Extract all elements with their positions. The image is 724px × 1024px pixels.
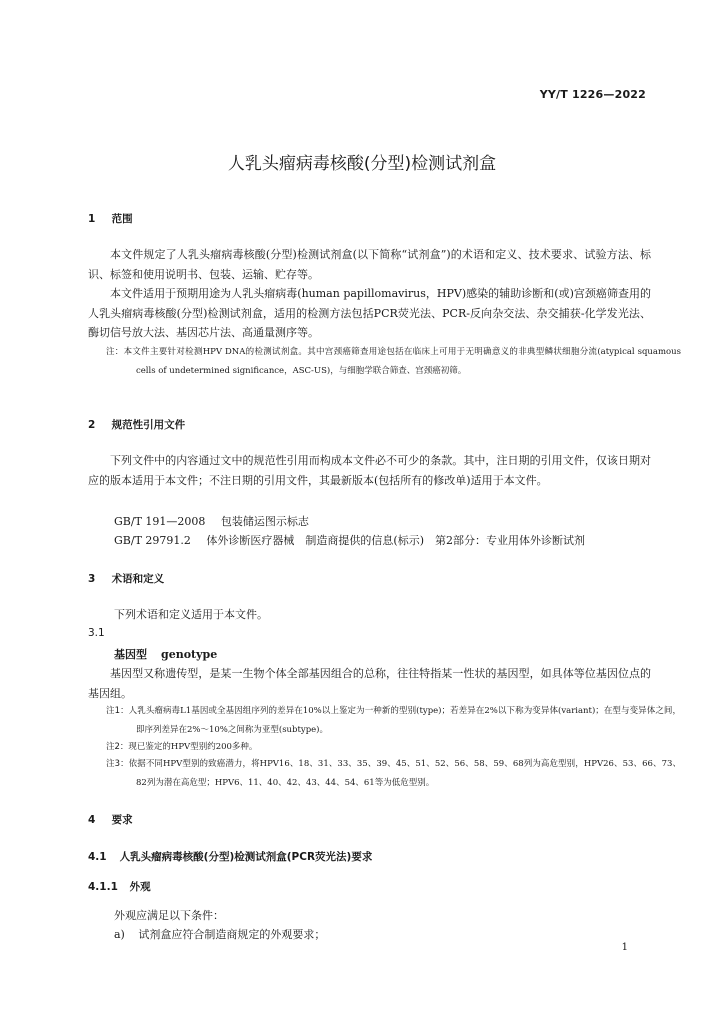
note-label: 注：	[106, 347, 124, 357]
subsection-title: 人乳头瘤病毒核酸(分型)检测试剂盒(PCR荧光法)要求	[119, 851, 373, 863]
subsection-4-1-1-heading	[88, 879, 151, 894]
note-label: 注2：	[106, 742, 129, 752]
term-english: genotype	[161, 648, 218, 661]
note-text: 现已鉴定的HPV型别约200多种。	[128, 742, 258, 752]
note-text: 依据不同HPV型别的致癌潜力，将HPV16、18、31、33、35、39、45、51、52、56、58、59、68列为高危型别，HPV26、53、66、73、82列为潜在高危型；HPV6、11、40、42、43、44、54、61等为低危型别。	[128, 759, 681, 788]
document-title: 人乳头瘤病毒核酸(分型)检测试剂盒	[227, 154, 497, 174]
standard-number: YY/T 1226—2022	[539, 88, 646, 101]
section-number: 2	[88, 419, 96, 431]
list-marker: a)	[114, 928, 125, 941]
subsection-4-1-heading	[88, 849, 372, 864]
scope-paragraph-2: 本文件适用于预期用途为人乳头瘤病毒(human papillomavirus，HPV)感染的辅助诊断和(或)宫颈癌筛查用的人乳头瘤病毒核酸(分型)检测试剂盒，适用的检测方法包括PCR荧光法、PCR-反向杂交法、杂交捕获-化学发光法、酶切信号放大法、基因芯片法、高通量测序等。	[88, 287, 651, 339]
scope-note	[106, 343, 681, 380]
reference-1	[114, 513, 309, 529]
subsection-number: 4.1	[88, 851, 107, 863]
term-note-3	[106, 755, 681, 792]
section-title: 要求	[111, 814, 133, 826]
page-number: 1	[621, 942, 628, 953]
note-label: 注1：	[106, 706, 129, 716]
list-text: 试剂盒应符合制造商规定的外观要求；	[138, 928, 326, 941]
term-note-1	[106, 702, 681, 739]
reference-2	[114, 532, 585, 548]
reference-code: GB/T 29791.2	[114, 534, 191, 547]
reference-title: 体外诊断医疗器械 制造商提供的信息(标示) 第2部分：专业用体外诊断试剂	[206, 534, 585, 547]
references-paragraph: 下列文件中的内容通过文中的规范性引用而构成本文件必不可少的条款。其中，注日期的引用文件，仅该日期对应的版本适用于本文件；不注日期的引用文件，其最新版本(包括所有的修改单)适用于本文件。	[88, 454, 651, 487]
section-2-heading	[88, 417, 185, 432]
term-chinese: 基因型	[114, 648, 147, 661]
note-text: 人乳头瘤病毒L1基因或全基因组序列的差异在10%以上鉴定为一种新的型别(type)；若差异在2%以下称为变异体(variant)；在型与变异体之间，即序列差异在2%～10%之间称为亚型(subtype)。	[128, 706, 681, 735]
term-number: 3.1	[88, 627, 105, 639]
section-number: 4	[88, 814, 96, 826]
appearance-intro: 外观应满足以下条件：	[114, 909, 224, 922]
section-title: 规范性引用文件	[111, 419, 186, 431]
section-number: 3	[88, 573, 96, 585]
reference-title: 包装储运图示标志	[220, 515, 309, 528]
term-heading	[114, 646, 217, 662]
section-title: 术语和定义	[111, 573, 165, 585]
subsection-number: 4.1.1	[88, 881, 118, 893]
reference-code: GB/T 191—2008	[114, 515, 206, 528]
section-4-heading	[88, 812, 133, 827]
term-definition: 基因型又称遗传型，是某一生物个体全部基因组合的总称，往往特指某一性状的基因型，如具体等位基因位点的基因组。	[88, 667, 651, 700]
term-note-2	[106, 738, 681, 757]
terms-intro: 下列术语和定义适用于本文件。	[114, 608, 268, 621]
subsection-title: 外观	[129, 881, 151, 893]
note-label: 注3：	[106, 759, 129, 769]
section-title: 范围	[111, 213, 133, 225]
note-text: 本文件主要针对检测HPV DNA的检测试剂盒。其中宫颈癌筛查用途包括在临床上可用于无明确意义的非典型鳞状细胞分流(atypical squamous cells of undetermined significance，ASC-US)，与细胞学联合筛查、宫颈癌初筛。	[123, 347, 681, 376]
section-number: 1	[88, 213, 96, 225]
section-3-heading	[88, 571, 164, 586]
list-item-a	[114, 926, 325, 942]
scope-paragraph-1: 本文件规定了人乳头瘤病毒核酸(分型)检测试剂盒(以下简称“试剂盒”)的术语和定义、技术要求、试验方法、标识、标签和使用说明书、包装、运输、贮存等。	[88, 248, 651, 281]
section-1-heading	[88, 211, 133, 226]
